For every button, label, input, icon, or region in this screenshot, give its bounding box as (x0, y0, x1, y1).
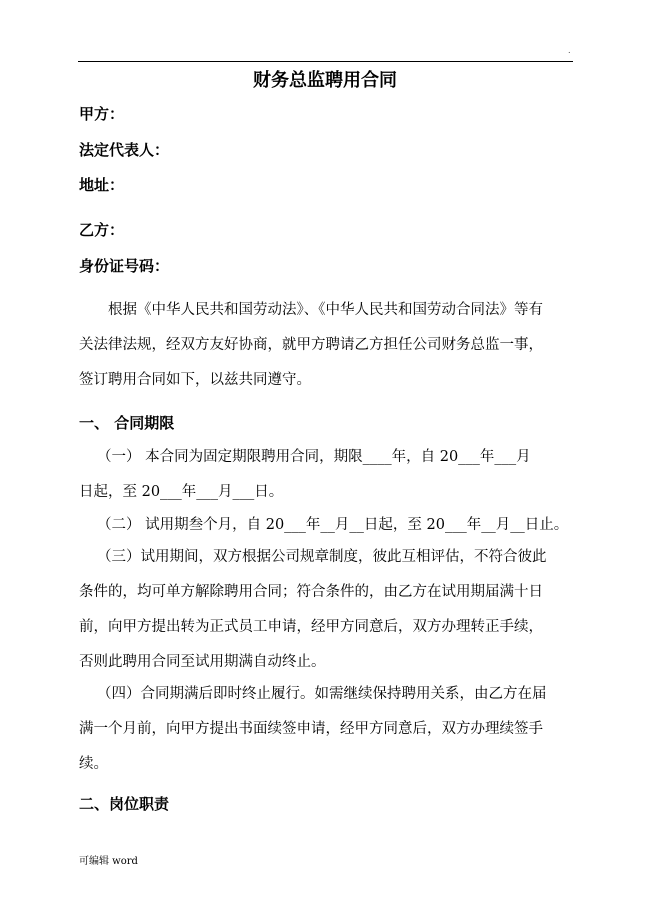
intro-line: 关法律法规，经双方友好协商，就甲方聘请乙方担任公司财务总监一事， (79, 337, 543, 353)
item-line: （二） 试用期叁个月，自 20___年__月__日起，至 20___年__月__日止。 (97, 517, 569, 533)
item-line: （三）试用期间，双方根据公司规章制度，彼此互相评估，不符合彼此 (97, 549, 547, 565)
item-line: 条件的，均可单方解除聘用合同；符合条件的，由乙方在试用期届满十日 (79, 584, 543, 600)
party-b-label: 乙方： (79, 221, 125, 239)
item-line: （四）合同期满后即时终止履行。如需继续保持聘用关系，由乙方在届 (97, 686, 547, 702)
section-1-item-2 (79, 508, 573, 543)
section-1-heading: 一、 合同期限 (79, 414, 175, 432)
item-line: 续。 (79, 756, 108, 772)
item-line: 满一个月前，向甲方提出书面续签申请，经甲方同意后，双方办理续签手 (79, 721, 543, 737)
address-label: 地址： (79, 176, 125, 194)
document-title: 财务总监聘用合同 (253, 70, 397, 91)
item-line: 日起，至 20___年___月___日。 (79, 484, 284, 500)
footer-note: 可编辑 word (79, 856, 138, 867)
section-2-heading: 二、岗位职责 (79, 795, 170, 813)
intro-line: 根据《中华人民共和国劳动法》、《中华人民共和国劳动合同法》等有 (108, 302, 543, 318)
id-number-label: 身份证号码： (79, 257, 170, 275)
item-line: （一） 本合同为固定期限聘用合同，期限____年，自 20___年___月 (97, 449, 531, 465)
header-rule (78, 61, 573, 62)
section-1-item-1 (79, 440, 573, 510)
header-corner-mark: . (568, 46, 571, 55)
legal-rep-label: 法定代表人： (79, 141, 170, 159)
section-1-item-3 (79, 540, 573, 680)
party-a-label: 甲方： (79, 105, 125, 123)
intro-paragraph (79, 293, 573, 398)
intro-line: 签订聘用合同如下，以兹共同遵守。 (79, 372, 311, 388)
item-line: 前，向甲方提出转为正式员工申请，经甲方同意后，双方办理转正手续， (79, 619, 543, 635)
item-line: 否则此聘用合同至试用期满自动终止。 (79, 654, 326, 670)
section-1-item-4 (79, 677, 573, 782)
